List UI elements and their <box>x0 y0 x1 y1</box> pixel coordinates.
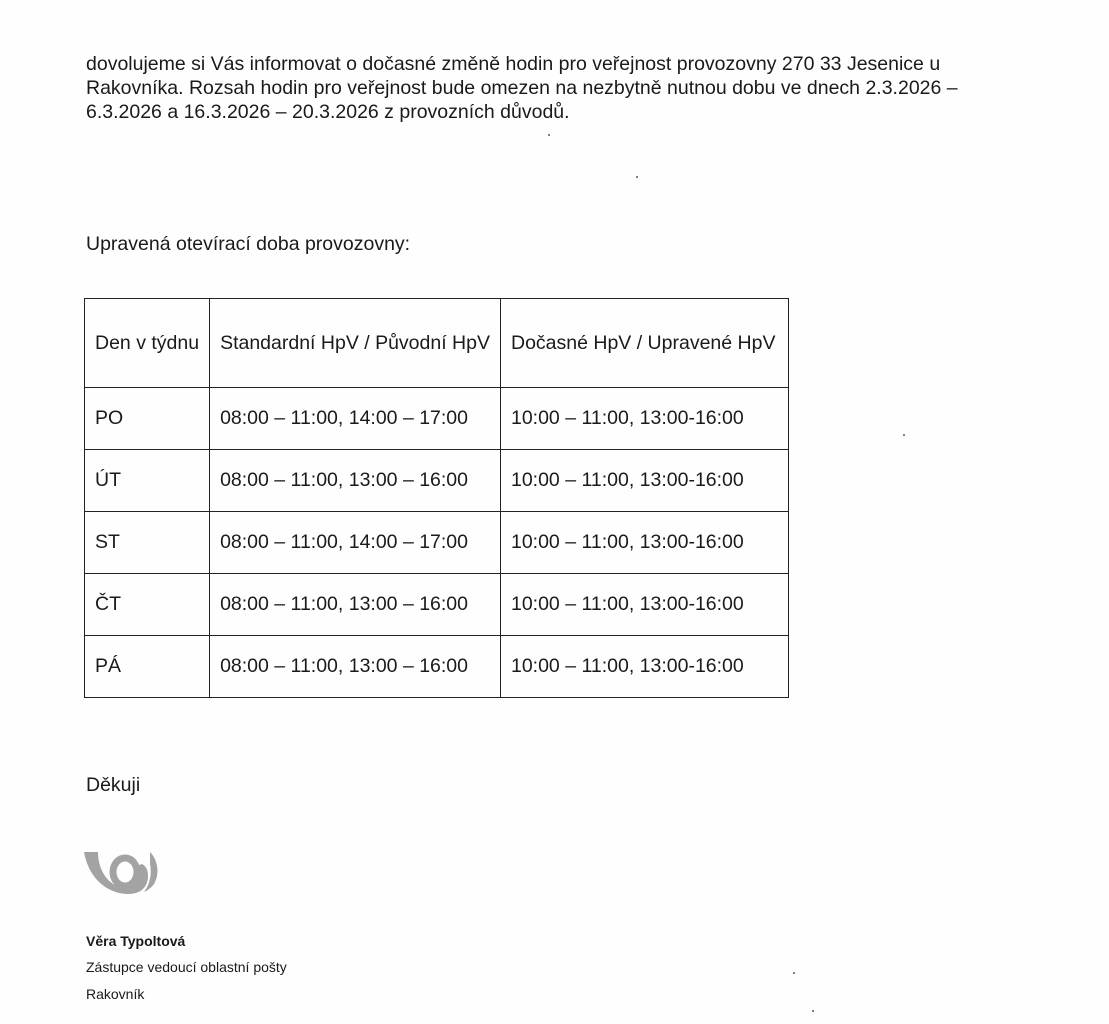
post-horn-logo-graphic <box>84 850 164 896</box>
cell-standard-hours: 08:00 – 11:00, 13:00 – 16:00 <box>210 636 501 698</box>
intro-line: 6.3.2026 a 16.3.2026 – 20.3.2026 z provozních důvodů. <box>86 101 570 123</box>
cell-day: ST <box>85 512 210 574</box>
table-row <box>85 574 789 636</box>
header-day: Den v týdnu <box>85 299 210 388</box>
table-row <box>85 450 789 512</box>
table-heading: Upravená otevírací doba provozovny: <box>86 233 411 255</box>
closing-text: Děkuji <box>86 774 141 796</box>
table-header-row <box>85 299 789 388</box>
signatory-place: Rakovník <box>86 986 145 1002</box>
table-row <box>85 512 789 574</box>
cell-standard-hours: 08:00 – 11:00, 13:00 – 16:00 <box>210 450 501 512</box>
table-row <box>85 388 789 450</box>
cell-temporary-hours: 10:00 – 11:00, 13:00-16:00 <box>500 574 788 636</box>
cell-day: PO <box>85 388 210 450</box>
intro-paragraph <box>86 52 1006 124</box>
scan-speck <box>636 176 638 178</box>
intro-line: Rakovníka. Rozsah hodin pro veřejnost bude omezen na nezbytně nutnou dobu ve dnech 2.3.2026 – <box>86 77 958 99</box>
cell-day: ČT <box>85 574 210 636</box>
cell-temporary-hours: 10:00 – 11:00, 13:00-16:00 <box>500 450 788 512</box>
table-row <box>85 636 789 698</box>
signatory-role: Zástupce vedoucí oblastní pošty <box>86 959 287 975</box>
cell-standard-hours: 08:00 – 11:00, 14:00 – 17:00 <box>210 512 501 574</box>
scan-speck <box>548 134 550 136</box>
header-temporary-hours: Dočasné HpV / Upravené HpV <box>500 299 788 388</box>
scan-speck <box>793 972 795 974</box>
scan-speck <box>812 1010 814 1012</box>
cell-day: PÁ <box>85 636 210 698</box>
header-standard-hours: Standardní HpV / Původní HpV <box>210 299 501 388</box>
cell-standard-hours: 08:00 – 11:00, 13:00 – 16:00 <box>210 574 501 636</box>
cell-temporary-hours: 10:00 – 11:00, 13:00-16:00 <box>500 512 788 574</box>
opening-hours-table <box>84 298 789 698</box>
cell-temporary-hours: 10:00 – 11:00, 13:00-16:00 <box>500 388 788 450</box>
post-horn-icon <box>84 850 164 901</box>
signatory-name: Věra Typoltová <box>86 933 186 949</box>
cell-day: ÚT <box>85 450 210 512</box>
cell-standard-hours: 08:00 – 11:00, 14:00 – 17:00 <box>210 388 501 450</box>
scan-speck <box>903 434 905 436</box>
intro-line: dovolujeme si Vás informovat o dočasné změně hodin pro veřejnost provozovny 270 33 Jesenice u <box>86 53 941 75</box>
cell-temporary-hours: 10:00 – 11:00, 13:00-16:00 <box>500 636 788 698</box>
